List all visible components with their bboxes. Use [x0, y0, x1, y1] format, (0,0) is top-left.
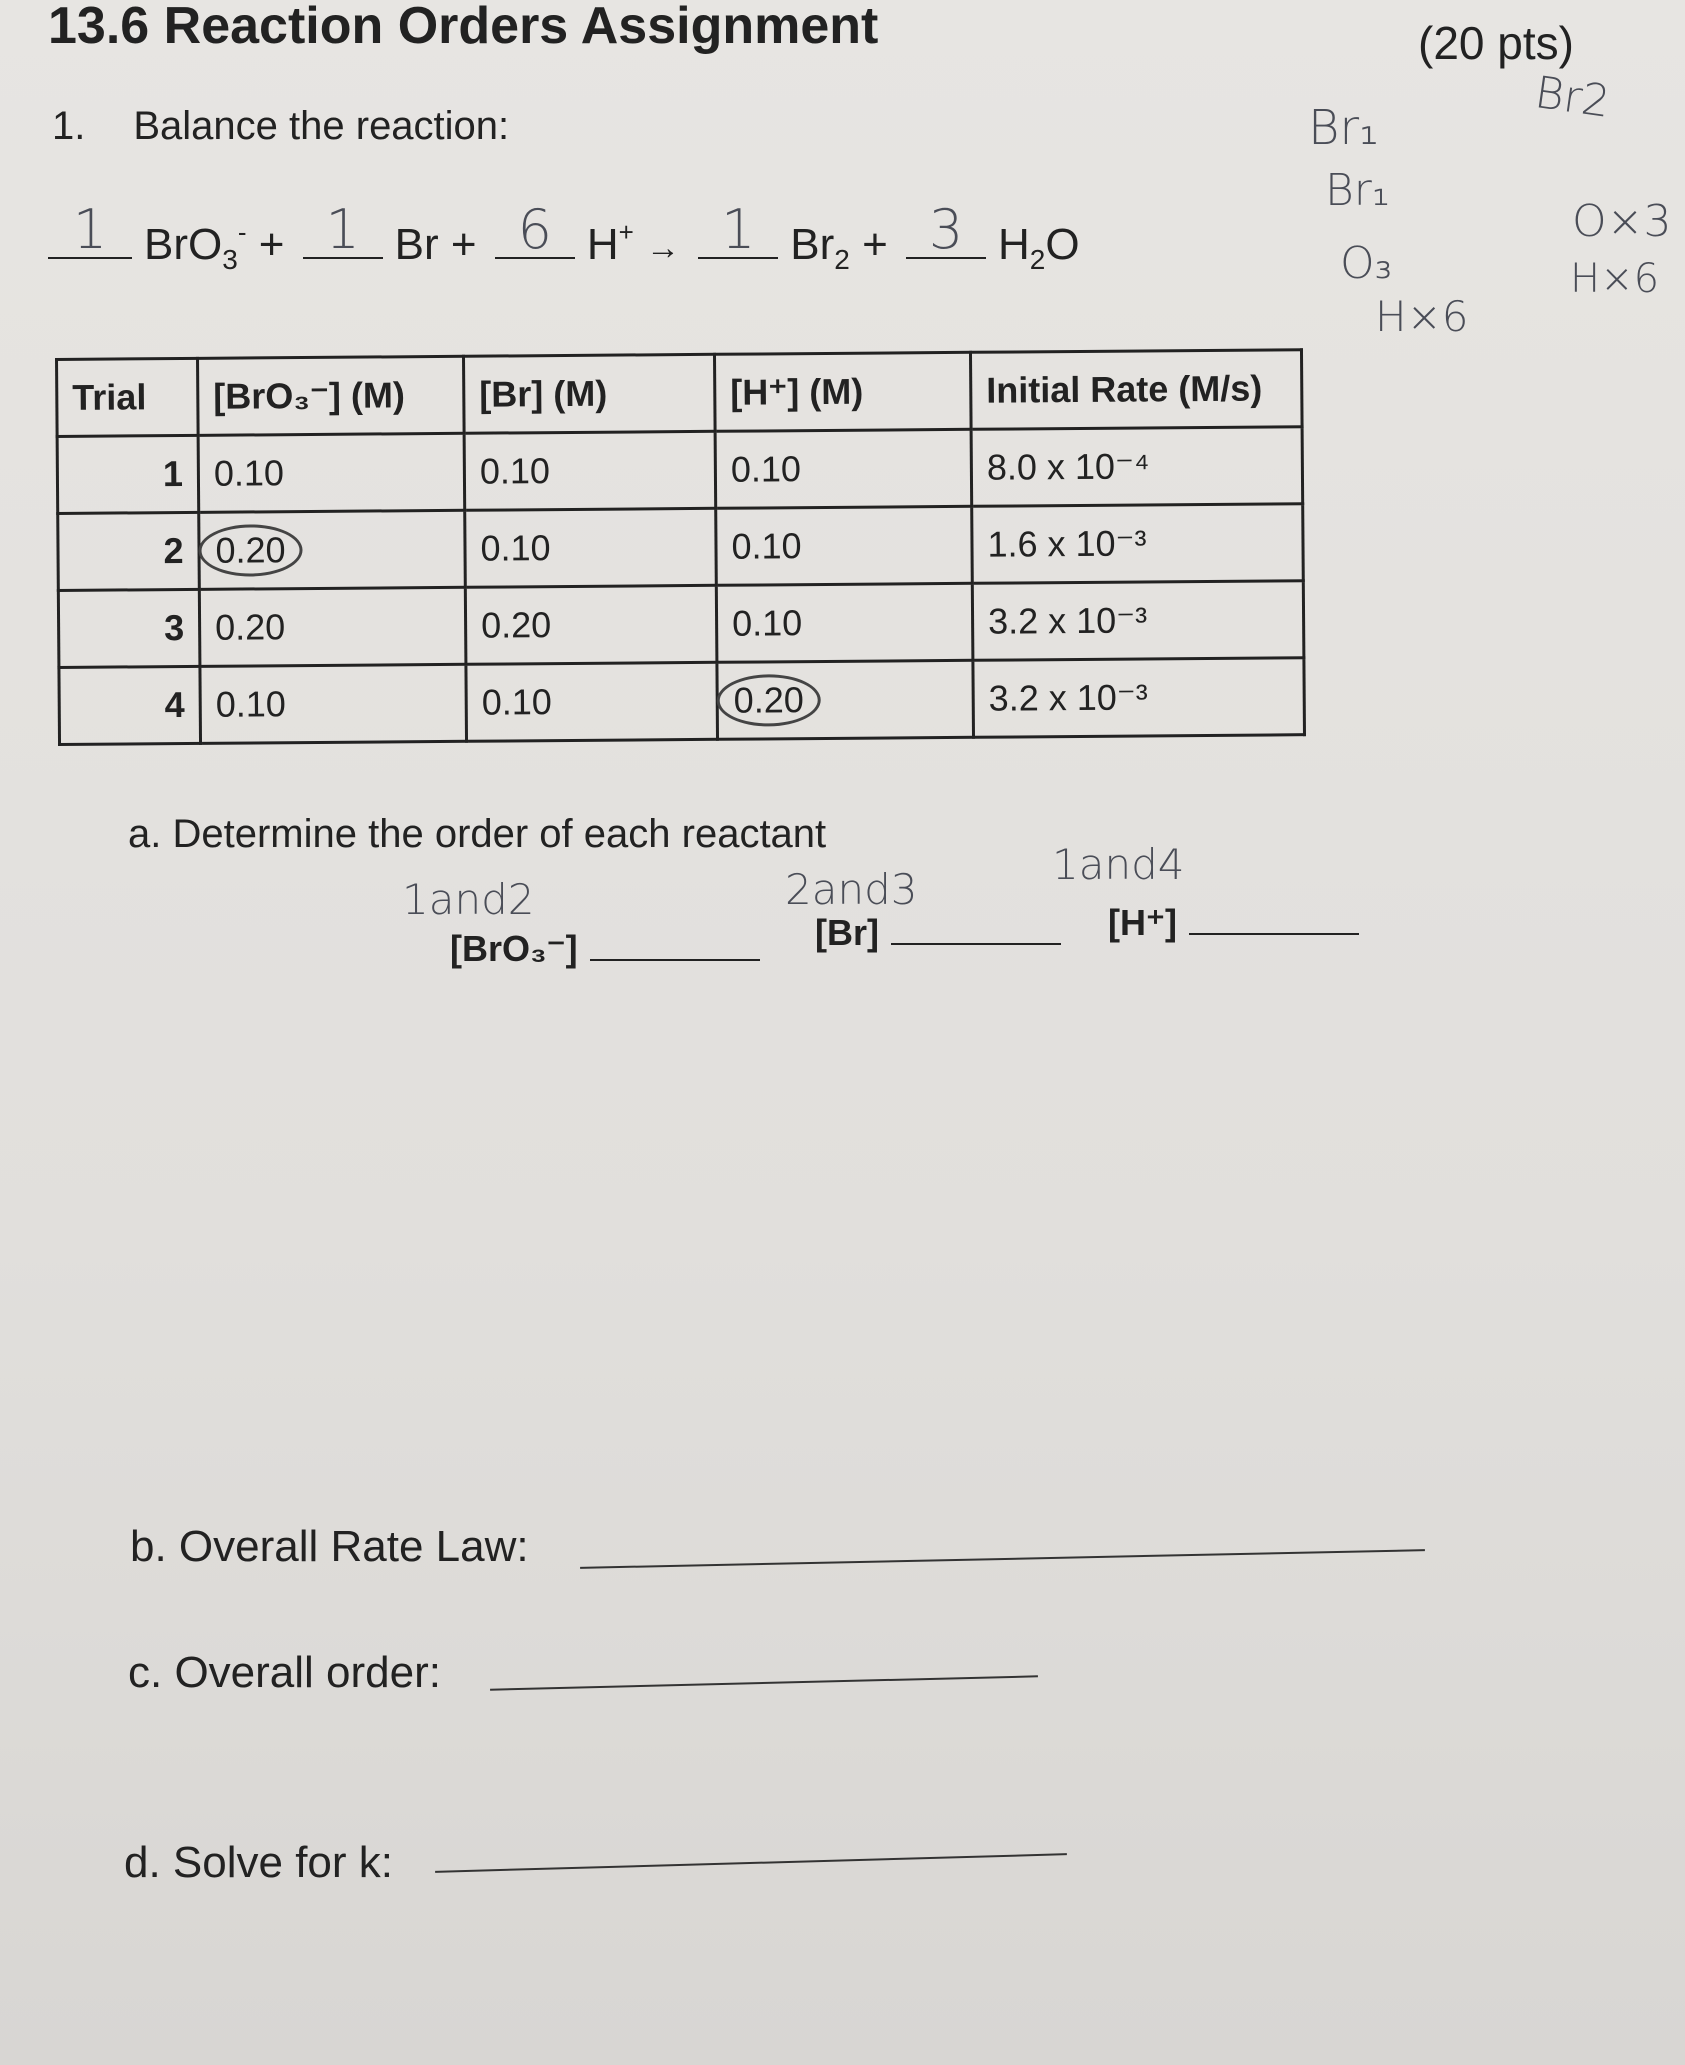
coefficient-blank-br[interactable]: [303, 198, 383, 261]
table-cell: [199, 510, 466, 589]
table-header-row: [57, 350, 1303, 437]
trial-cell: 1: [57, 435, 199, 513]
table-cell: 0.10: [200, 664, 467, 743]
column-header: [BrO₃⁻] (M): [198, 356, 465, 435]
part-b-label: b. Overall Rate Law:: [130, 1522, 529, 1571]
answer-blank[interactable]: [590, 959, 760, 961]
table-cell: 0.10: [715, 429, 972, 508]
coefficient-blank-br2[interactable]: [698, 198, 778, 261]
answer-blank[interactable]: [1189, 933, 1359, 935]
question-1: [52, 104, 509, 149]
table-cell: 1.6 x 10⁻³: [972, 504, 1304, 584]
margin-note: Br₁: [1325, 165, 1390, 216]
trial-cell: 3: [58, 589, 200, 667]
handwritten-note: 2and3: [785, 865, 918, 914]
species-bro3: BrO$_3$-: [144, 217, 247, 275]
species-h: H+: [586, 217, 634, 269]
handwritten-coefficient: 3: [928, 198, 964, 261]
circled-value: 0.20: [198, 524, 302, 577]
points-label: (20 pts): [1418, 17, 1574, 69]
plus-sign: +: [862, 220, 888, 269]
plus-sign: +: [450, 220, 477, 269]
table-row: [57, 427, 1303, 514]
margin-note: Br₁: [1308, 100, 1379, 156]
margin-note: O₃: [1340, 238, 1393, 289]
table-row: [58, 581, 1304, 668]
table-cell: [717, 660, 974, 739]
table-cell: 0.10: [464, 431, 716, 510]
table-cell: 0.10: [465, 508, 717, 587]
order-br: [815, 912, 1061, 954]
reactant-label: [BrO₃⁻]: [450, 928, 578, 969]
column-header: [H⁺] (M): [714, 352, 971, 431]
k-answer-line[interactable]: [435, 1853, 1067, 1873]
reaction-equation: [48, 198, 1080, 276]
species-br2: $Br_2$: [790, 220, 850, 275]
table-cell: 0.20: [465, 585, 717, 664]
column-header: Initial Rate (M/s): [970, 350, 1302, 430]
table-cell: 0.10: [198, 433, 465, 512]
part-c-label: c. Overall order:: [128, 1648, 441, 1697]
handwritten-coefficient: 6: [517, 198, 552, 261]
reactant-label: [H⁺]: [1108, 902, 1177, 943]
handwritten-coefficient: 1: [325, 198, 360, 261]
part-d-label: d. Solve for k:: [124, 1838, 394, 1887]
question-number: 1.: [52, 104, 86, 148]
plus-sign: +: [258, 220, 285, 269]
handwritten-coefficient: 1: [721, 198, 756, 261]
table-cell: 0.10: [466, 662, 718, 741]
table-cell: 3.2 x 10⁻³: [973, 658, 1305, 738]
coefficient-blank-bro3[interactable]: [48, 198, 132, 261]
page-title: 13.6 Reaction Orders Assignment: [48, 0, 879, 55]
rate-law-answer-line[interactable]: [580, 1549, 1425, 1569]
margin-note: H×6: [1570, 256, 1660, 302]
trial-cell: 4: [59, 666, 201, 744]
species-br: Br: [394, 220, 439, 269]
margin-note: H×6: [1375, 292, 1469, 341]
answer-blank[interactable]: [891, 943, 1061, 945]
table-row: [58, 504, 1304, 591]
handwritten-note: 1and2: [402, 875, 535, 924]
question-label: Balance the reaction:: [133, 104, 510, 148]
table-cell: 0.20: [199, 587, 466, 666]
coefficient-blank-h2o[interactable]: [906, 198, 986, 261]
handwritten-note: 1and4: [1052, 840, 1185, 889]
trial-cell: 2: [58, 512, 200, 590]
margin-note: Br2: [1531, 67, 1614, 128]
table-cell: 8.0 x 10⁻⁴: [971, 427, 1303, 507]
species-h2o: $H_2O$: [998, 220, 1080, 275]
table-cell: 0.10: [716, 583, 973, 662]
order-h: [1108, 902, 1359, 944]
margin-note: O×3: [1572, 196, 1672, 247]
handwritten-coefficient: 1: [72, 198, 108, 261]
column-header: [Br] (M): [463, 354, 715, 433]
order-bro3: [450, 928, 760, 970]
table-cell: 0.10: [716, 506, 973, 585]
table-row: [59, 658, 1305, 745]
coefficient-blank-h[interactable]: [495, 198, 575, 261]
rate-data-table: [55, 348, 1306, 746]
table-cell: 3.2 x 10⁻³: [972, 581, 1304, 661]
reaction-arrow: →: [646, 229, 681, 267]
circled-value: 0.20: [717, 674, 821, 727]
reactant-label: [Br]: [815, 912, 879, 953]
overall-order-answer-line[interactable]: [490, 1675, 1038, 1690]
part-a-label: a. Determine the order of each reactant: [128, 812, 827, 856]
column-header: Trial: [57, 358, 199, 436]
